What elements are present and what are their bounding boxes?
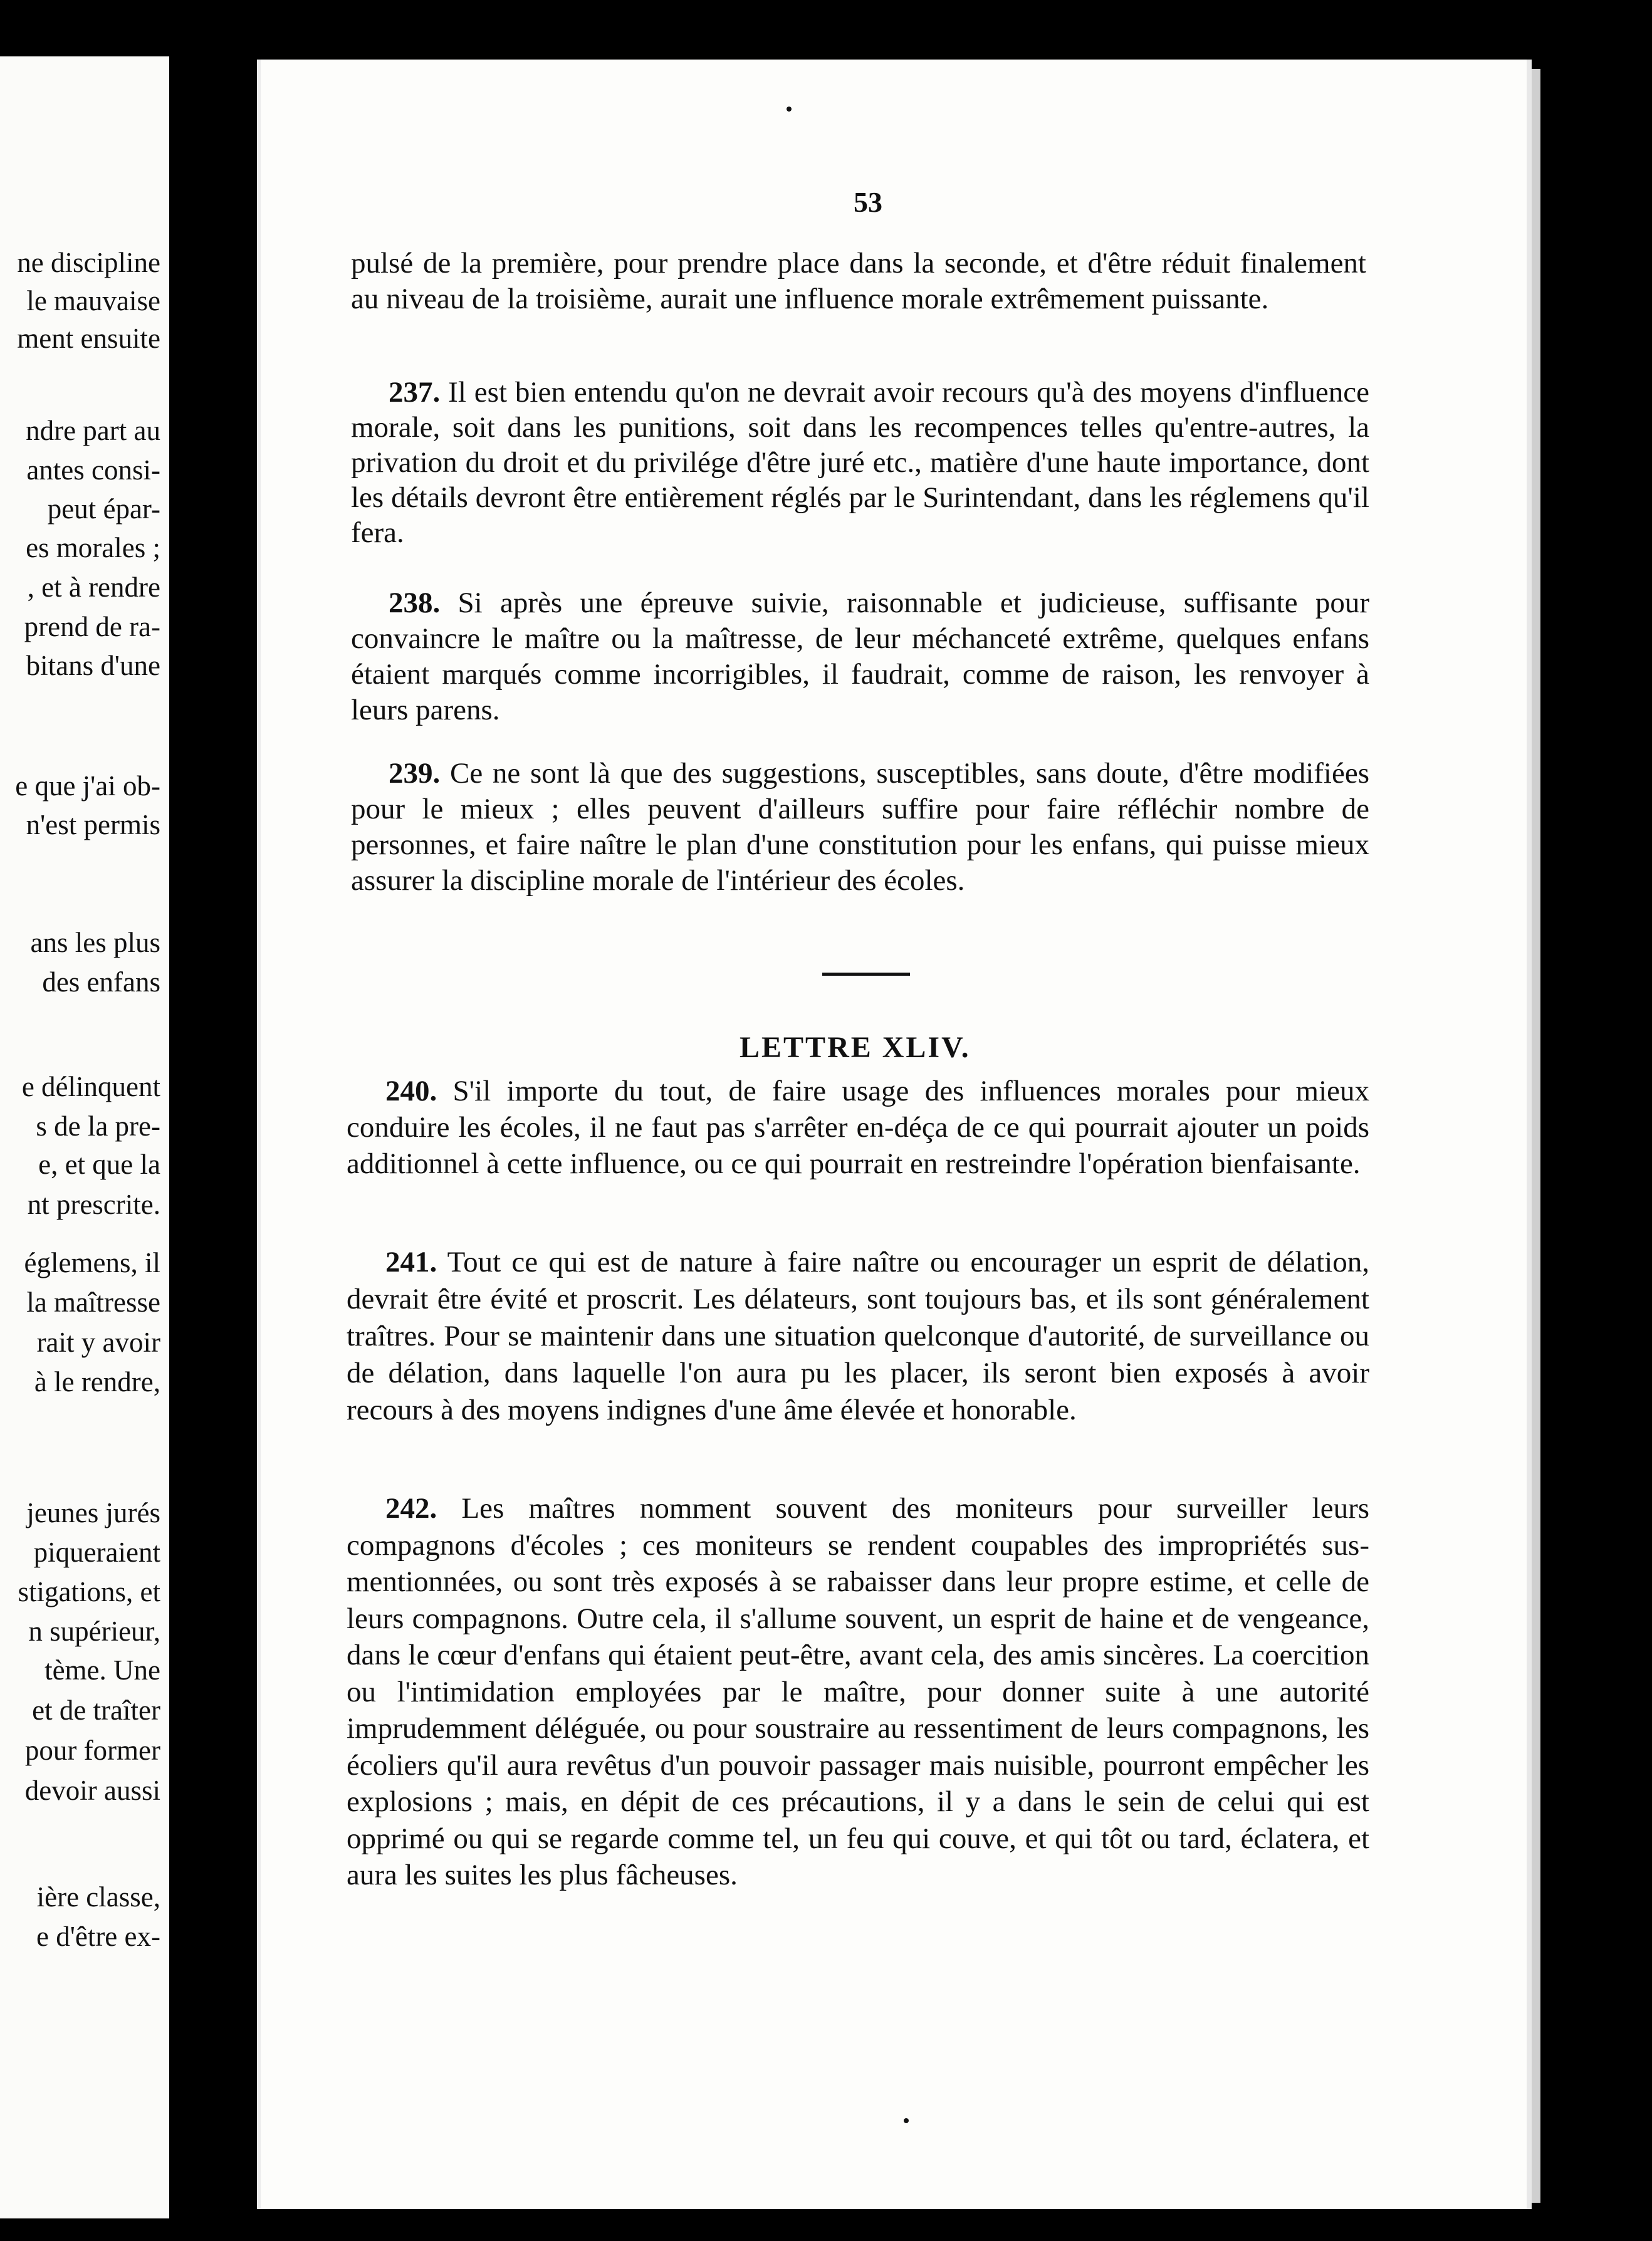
left-line: des enfans xyxy=(42,966,160,998)
opening-paragraph: pulsé de la première, pour prendre place dans la seconde, et d'être réduit finalement au niveau de la troisième, aurait une influence morale extrêmement puissante. xyxy=(351,247,1366,315)
left-line: rait y avoir xyxy=(36,1327,160,1358)
left-line: antes consi- xyxy=(26,454,160,486)
left-line: s de la pre- xyxy=(36,1110,160,1142)
left-line: ment ensuite xyxy=(17,323,160,354)
left-line: , et à rendre xyxy=(27,572,160,603)
left-line: bitans d'une xyxy=(26,650,160,681)
paragraph-number: 237. xyxy=(389,376,441,409)
paragraph-number: 240. xyxy=(385,1075,437,1107)
paragraph-238 xyxy=(351,585,1369,728)
print-speck xyxy=(904,2118,909,2123)
page-edge xyxy=(1532,69,1540,2203)
left-page xyxy=(0,56,169,2218)
paragraph-242 xyxy=(347,1490,1369,1894)
left-line: n supérieur, xyxy=(28,1616,160,1647)
paragraph-number: 241. xyxy=(385,1246,437,1278)
left-line: ière classe, xyxy=(36,1881,160,1913)
print-speck xyxy=(787,107,792,112)
paragraph-text: Ce ne sont là que des suggestions, susceptibles, sans doute, d'être modifiées pour le mieux ; elles peuvent d'ailleurs suffire pour faire réfléchir nombre de personnes, et faire naître le plan d'une constitution pour les enfans, qui puisse mieux assurer la discipline morale de l'intérieur des écoles. xyxy=(351,757,1369,897)
left-line: es morales ; xyxy=(26,532,160,563)
paragraph-239 xyxy=(351,756,1369,899)
left-line: e délinquent xyxy=(21,1071,160,1102)
paragraph-text: Il est bien entendu qu'on ne devrait avoir recours qu'à des moyens d'influence morale, soit dans les punitions, soit dans les recompences telles qu'entre-autres, la privation du droit et du privilége d'être juré etc., matière d'une haute importance, dont les détails devront être entièrement réglés par le Surintendant, dans les réglemens qu'il fera. xyxy=(351,376,1369,549)
left-line: ndre part au xyxy=(26,415,160,446)
left-line: stigations, et xyxy=(18,1576,160,1607)
left-line: e, et que la xyxy=(38,1149,160,1180)
left-line: e d'être ex- xyxy=(36,1921,160,1952)
paragraph-240 xyxy=(347,1073,1369,1182)
left-line: n'est permis xyxy=(26,809,160,840)
letter-title: LETTRE XLIV. xyxy=(740,1031,971,1064)
paragraph-text: Les maîtres nomment souvent des moniteurs pour surveiller leurs compagnons d'écoles ; ces moniteurs se rendent coupables des impropriétés sus-mentionnées, ou sont très exposés à se rabaisser dans leur propre estime, et celle de leurs compagnons. Outre cela, il s'allume souvent, un esprit de haine et de vengeance, dans le cœur d'enfans qui étaient peut-être, avant cela, des amis sincères. La coercition ou l'intimidation employées par le maître, pour donner suite à une autorité imprudemment déléguée, ou pour soustraire au ressentiment de leurs compagnons, les écoliers qu'il aura revêtus d'un pouvoir passager mais nuisible, pourront empêcher les explosions ; mais, en dépit de ces précautions, il y a dans le sein de celui qui est opprimé ou qui se regarde comme tel, un feu qui couve, et qui tôt ou tard, éclatera, et aura les suites les plus fâcheuses. xyxy=(347,1492,1370,1891)
left-line: nt prescrite. xyxy=(27,1189,160,1220)
paragraph-241 xyxy=(347,1244,1369,1429)
left-line: le mauvaise xyxy=(26,285,160,316)
left-line: jeunes jurés xyxy=(26,1497,160,1528)
left-line: à le rendre, xyxy=(34,1366,160,1397)
paragraph-number: 239. xyxy=(389,757,441,790)
paragraph-number: 242. xyxy=(385,1492,437,1525)
paragraph-237 xyxy=(351,375,1369,550)
left-line: ne discipline xyxy=(17,247,160,278)
paragraph-text: Si après une épreuve suivie, raisonnable et judicieuse, suffisante pour convaincre le maître ou la maîtresse, de leur méchanceté extrême, quelques enfans étaient marqués comme incorrigibles, il faudrait, comme de raison, les renvoyer à leurs parens. xyxy=(351,587,1370,726)
section-divider xyxy=(822,973,910,976)
page-number: 53 xyxy=(854,186,882,218)
left-line: peut épar- xyxy=(47,493,160,525)
paragraph-text: S'il importe du tout, de faire usage des influences morales pour mieux conduire les écoles, il ne faut pas s'arrêter en-déça de ce qui pourrait ajouter un poids additionnel à cette influence, ou ce qui pourrait en restreindre l'opération bienfaisante. xyxy=(347,1075,1369,1180)
left-line: e que j'ai ob- xyxy=(15,770,160,802)
left-line: devoir aussi xyxy=(24,1775,160,1806)
left-line: pour former xyxy=(24,1735,160,1766)
left-line: églemens, il xyxy=(24,1247,160,1278)
left-line: prend de ra- xyxy=(24,611,160,642)
left-line: ans les plus xyxy=(30,927,160,958)
left-line: et de traîter xyxy=(32,1695,160,1726)
left-line: la maîtresse xyxy=(26,1287,160,1318)
paragraph-text: Tout ce qui est de nature à faire naître ou encourager un esprit de délation, devrait être évité et proscrit. Les délateurs, sont toujours bas, et ils sont généralement traîtres. Pour se maintenir dans une situation quelconque d'autorité, de surveillance ou de délation, dans laquelle l'on aura pu les placer, ils seront bien exposés à avoir recours à des moyens indignes d'une âme élevée et honorable. xyxy=(347,1246,1369,1426)
left-line: tème. Une xyxy=(44,1654,160,1686)
left-line: piqueraient xyxy=(33,1537,160,1568)
paragraph-number: 238. xyxy=(389,587,441,619)
